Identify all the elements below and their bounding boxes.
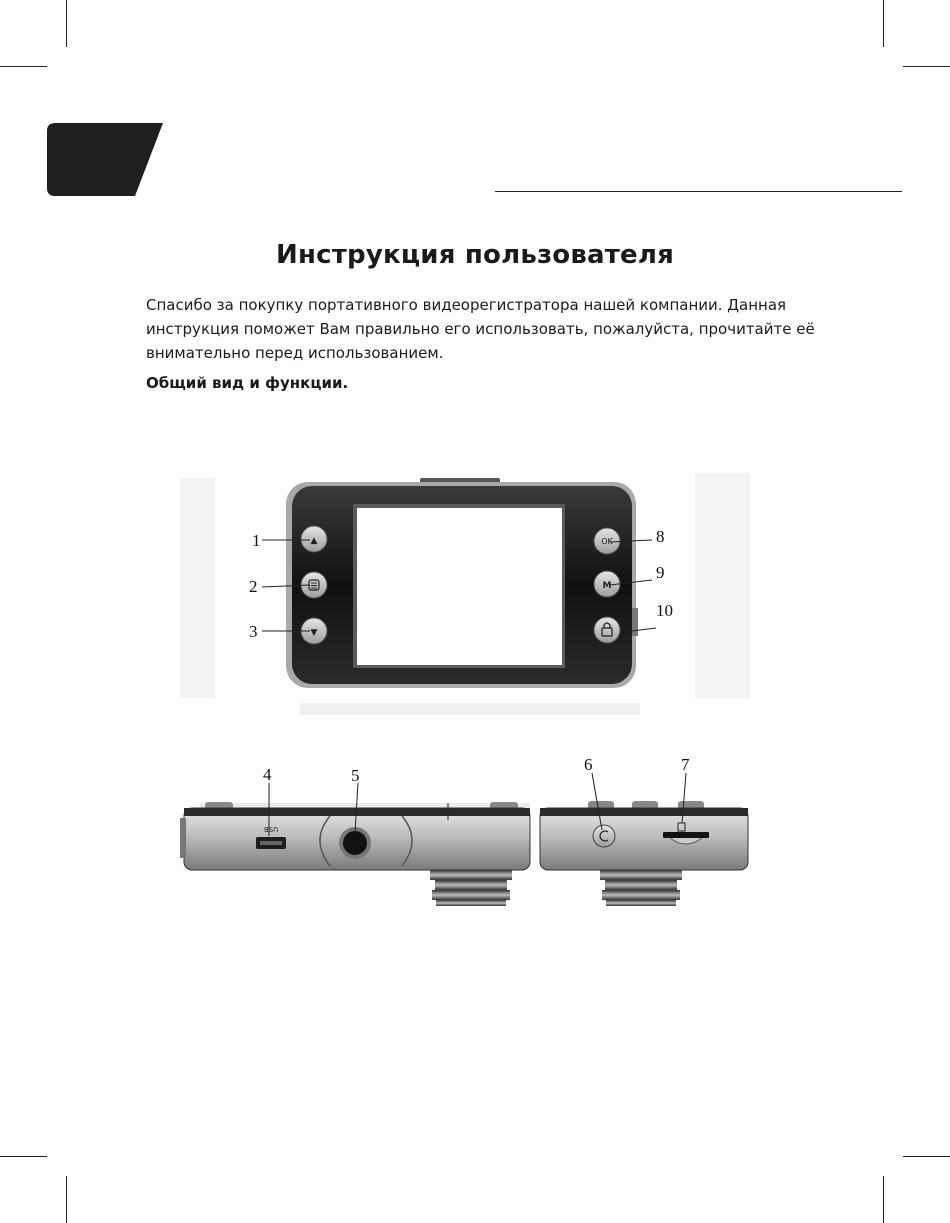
reflection-band	[300, 703, 640, 715]
crop-mark-top-left-horizontal	[0, 66, 47, 67]
crop-mark-top-left-vertical	[66, 0, 67, 47]
device-side-body	[540, 808, 748, 870]
ok-button[interactable]	[594, 528, 620, 554]
background-shade	[180, 478, 215, 698]
tripod-mount-socket[interactable]	[343, 831, 367, 855]
crop-mark-bottom-right-horizontal	[903, 1156, 950, 1157]
crop-mark-bottom-right-vertical	[883, 1176, 884, 1223]
device-front-view	[286, 478, 638, 688]
usb-port[interactable]	[256, 837, 286, 849]
up-arrow-icon: ▲	[310, 536, 318, 546]
up-button[interactable]	[301, 526, 327, 552]
device-diagram	[170, 468, 790, 918]
header-rule	[495, 191, 902, 192]
ok-icon: OK	[601, 537, 613, 546]
screen	[357, 508, 562, 665]
callout-6: 6	[584, 755, 593, 774]
device-side-view	[540, 801, 748, 906]
intro-line: внимательно перед использованием.	[146, 344, 444, 362]
callout-5: 5	[351, 766, 360, 785]
intro-line: Спасибо за покупку портативного видеорегистратора нашей компании. Данная	[146, 296, 787, 314]
device-bottom-edge	[184, 808, 530, 816]
callout-7: 7	[681, 755, 690, 774]
intro-paragraph	[146, 293, 816, 365]
section-heading: Общий вид и функции.	[146, 374, 349, 392]
down-arrow-icon: ▼	[310, 628, 318, 638]
crop-mark-top-right-horizontal	[903, 66, 950, 67]
power-button[interactable]	[593, 825, 615, 847]
side-lens-barrel	[600, 870, 682, 906]
device-side-edge	[540, 808, 748, 816]
usb-port-label: USB	[263, 825, 279, 833]
crop-mark-bottom-left-vertical	[66, 1176, 67, 1223]
background-shade	[695, 473, 750, 698]
lock-button[interactable]	[594, 617, 620, 643]
crop-mark-top-right-vertical	[883, 0, 884, 47]
crop-mark-bottom-left-horizontal	[0, 1156, 47, 1157]
page-title: Инструкция пользователя	[276, 240, 674, 270]
device-bottom-view	[180, 802, 530, 906]
callout-10: 10	[656, 601, 673, 620]
callout-8: 8	[656, 527, 665, 546]
lens-barrel	[430, 870, 512, 906]
mode-icon: M	[602, 581, 612, 591]
callout-3: 3	[249, 622, 258, 641]
callout-2: 2	[249, 577, 258, 596]
callout-4: 4	[263, 765, 272, 784]
header-tab-graphic	[47, 123, 163, 196]
side-button	[632, 608, 638, 636]
callout-1: 1	[252, 531, 261, 550]
callout-9: 9	[656, 563, 665, 582]
intro-line: инструкция поможет Вам правильно его использовать, пожалуйста, прочитайте её	[146, 320, 815, 338]
